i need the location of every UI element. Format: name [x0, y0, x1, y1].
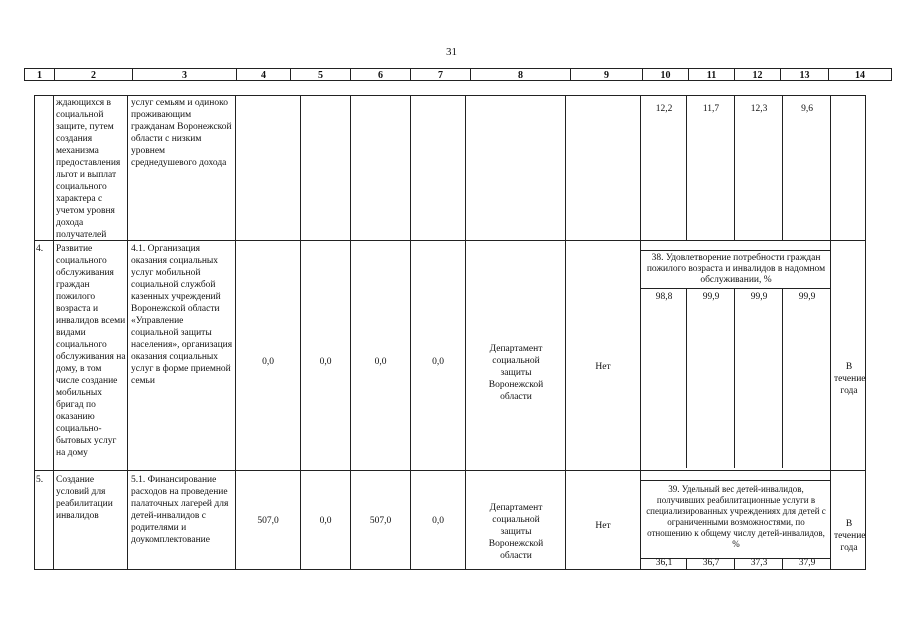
- header-cell: 5: [290, 68, 350, 81]
- header-cell: 7: [410, 68, 470, 81]
- col-line: [127, 95, 128, 570]
- row5-c9: Нет: [595, 521, 611, 531]
- row5-v13: 37,9: [798, 558, 816, 568]
- row5-num: 5.: [36, 475, 44, 485]
- row5-col3: 5.1. Финансирование расходов на проведение палаточных лагерей для детей-инвалидов с родителями и доукомплектование: [131, 475, 229, 545]
- header-cell: 12: [734, 68, 780, 81]
- header-cell: 8: [470, 68, 570, 81]
- cont-col3: услуг семьям и одиноко проживающим гражданам Воронежской области с низким уровнем среднедушевого дохода: [131, 98, 232, 168]
- row-line: [34, 240, 866, 241]
- header-cell: 10: [642, 68, 688, 81]
- header-cell: 2: [54, 68, 132, 81]
- col-line: [686, 288, 687, 468]
- header-cell: 1: [24, 68, 54, 81]
- col-line: [782, 95, 783, 240]
- row4-c5: 0,0: [319, 357, 332, 367]
- col-line: [465, 95, 466, 570]
- header-cell: 13: [780, 68, 828, 81]
- row4-c4: 0,0: [262, 357, 274, 367]
- col-line: [686, 95, 687, 240]
- col-line: [640, 95, 641, 570]
- row4-v11: 99,9: [702, 292, 720, 302]
- row5-c4: 507,0: [257, 516, 279, 526]
- header-cell: 11: [688, 68, 734, 81]
- col-line: [410, 95, 411, 570]
- row-line: [640, 480, 830, 481]
- row4-c7: 0,0: [432, 357, 444, 367]
- row4-v10: 98,8: [655, 292, 673, 302]
- header-cell: 4: [236, 68, 290, 81]
- row4-v12: 99,9: [750, 292, 768, 302]
- cont-v10: 12,2: [655, 104, 673, 114]
- header-cell: 6: [350, 68, 410, 81]
- cont-v12: 12,3: [750, 104, 768, 114]
- header-cell: 14: [828, 68, 892, 81]
- page-number: 31: [446, 46, 457, 58]
- row5-c5: 0,0: [319, 516, 332, 526]
- row-line: [34, 470, 866, 471]
- row4-c9: Нет: [595, 362, 611, 372]
- row4-department: Департамент социальной защиты Воронежской области: [488, 344, 544, 402]
- header-cell: 9: [570, 68, 642, 81]
- col-line: [235, 95, 236, 570]
- row5-period: В течение года: [834, 519, 866, 553]
- col-line: [782, 558, 783, 570]
- row4-indicator: 38. Удовлетворение потребности граждан пожилого возраста и инвалидов в надомном обслуживании, %: [646, 253, 826, 285]
- header-cell: 3: [132, 68, 236, 81]
- col-line: [300, 95, 301, 570]
- row5-department: Департамент социальной защиты Воронежской области: [488, 503, 544, 561]
- row4-num: 4.: [36, 244, 44, 254]
- row5-col2: Создание условий для реабилитации инвалидов: [56, 475, 113, 521]
- row5-v12: 37,3: [750, 558, 768, 568]
- row4-c6: 0,0: [374, 357, 387, 367]
- row4-col2: Развитие социального обслуживания граждан пожилого возраста и инвалидов всеми видами социального обслуживания на дому, в том числе создание мобильных бригад по оказанию социально-бытовых услуг на дому: [56, 244, 126, 458]
- row5-c7: 0,0: [432, 516, 444, 526]
- col-line: [782, 288, 783, 468]
- row5-v10: 36,1: [655, 558, 673, 568]
- row4-period: В течение года: [834, 362, 866, 396]
- cont-v11: 11,7: [702, 104, 720, 114]
- col-line: [565, 95, 566, 570]
- row4-col3: 4.1. Организация оказания социальных услуг мобильной социальной службой казенных учреждений Воронежской области «Управление социальной защиты населения», организация оказания социальных услуг в форме приемной семьи: [131, 244, 233, 386]
- col-line: [734, 95, 735, 240]
- row5-v11: 36,7: [702, 558, 720, 568]
- col-line: [734, 558, 735, 570]
- cont-v13: 9,6: [801, 104, 813, 114]
- row5-indicator: 39. Удельный вес детей-инвалидов, получивших реабилитационные услуги в специализированных учреждениях для детей с ограниченными возможностями, по отношению к общему числу детей-инвалидов, %: [646, 484, 826, 549]
- col-line: [53, 95, 54, 570]
- row-line: [640, 288, 830, 289]
- row-line: [640, 250, 830, 251]
- row5-c6: 507,0: [369, 516, 392, 526]
- col-line: [830, 95, 831, 570]
- col-line: [686, 558, 687, 570]
- col-line: [350, 95, 351, 570]
- row4-v13: 99,9: [798, 292, 816, 302]
- cont-col2: ждающихся в социальной защите, путем создания механизма предоставления льгот и выплат социального характера с учетом уровня дохода получателей: [56, 98, 121, 240]
- col-line: [734, 288, 735, 468]
